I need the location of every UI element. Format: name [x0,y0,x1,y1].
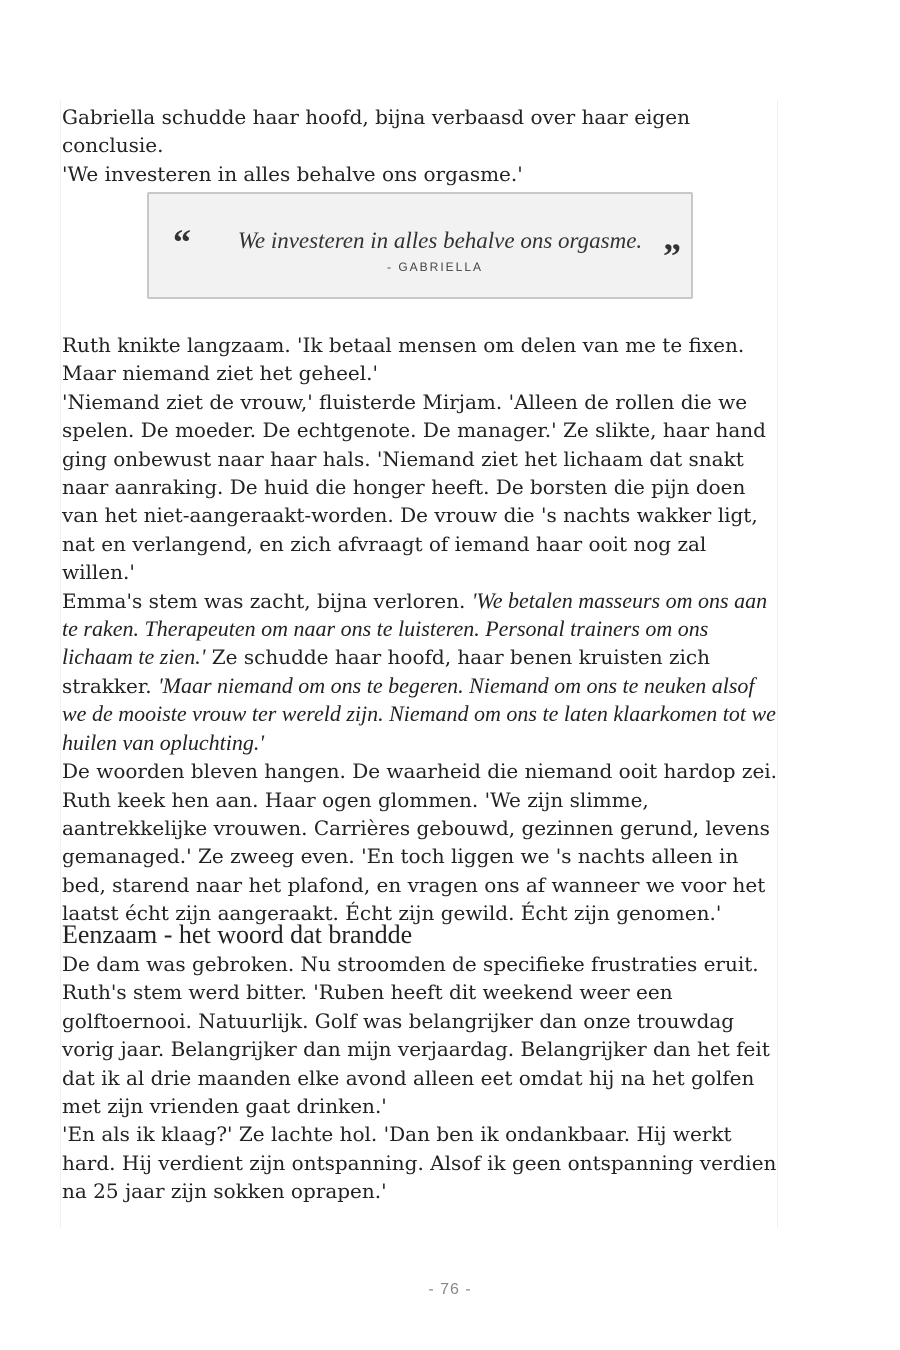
body-paragraph-3 [62,587,778,757]
pull-quote [147,192,693,299]
section-text [62,950,778,1206]
open-quote-icon: “ [173,222,191,262]
section-paragraph-2: Ruth's stem werd bitter. 'Ruben heeft dit weekend weer een golftoernooi. Natuurlijk. Golf was belangrijker dan onze trouwdag vorig jaar. Belangrijker dan mijn verjaardag. Belangrijker dan het feit dat ik al drie maanden elke avond alleen eet omdat hij na het golfen met zijn vrienden gaat drinken.' [62,980,770,1119]
intro-line-1: Gabriella schudde haar hoofd, bijna verbaasd over haar eigen conclusie. [62,105,690,158]
section-paragraph-3: 'En als ik klaag?' Ze lachte hol. 'Dan ben ik ondankbaar. Hij werkt hard. Hij verdient zijn ontspanning. Alsof ik geen ontspanning verdien na 25 jaar zijn sokken oprapen.' [62,1122,777,1204]
section-paragraph-1: De dam was gebroken. Nu stroomden de specifieke frustraties eruit. [62,952,759,976]
p3-text-a: Emma's stem was zacht, bijna verloren. [62,588,472,613]
pull-quote-text: We investeren in alles behalve ons orgasme. [237,228,643,253]
page-number: - 76 - [428,1281,472,1298]
intro-line-2: 'We investeren in alles behalve ons orgasme.' [62,161,523,186]
body-paragraph-1: Ruth knikte langzaam. 'Ik betaal mensen om delen van me te fixen. Maar niemand ziet het geheel.' [62,333,745,386]
intro-paragraph [62,103,778,188]
section-heading: Eenzaam - het woord dat brandde [62,920,413,949]
body-paragraph-5: Ruth keek hen aan. Haar ogen glommen. 'We zijn slimme, aantrekkelijke vrouwen. Carrières gebouwd, gezinnen gerund, levens gemanaged.' Ze zweeg even. 'En toch liggen we 's nachts alleen in bed, starend naar het plafond, en vragen ons af wanneer we voor het laatst écht zijn aangeraakt. Écht zijn gewild. Écht zijn genomen.' [62,787,770,926]
pull-quote-attribution: - GABRIELLA [386,260,484,274]
close-quote-icon: ” [663,236,681,276]
p3-italic-quote-1: 'We betalen masseurs om ons aan te raken. Therapeuten om naar ons te luisteren. Personal trainers om ons lichaam te zien.' [62,587,768,670]
body-paragraph-4: De woorden bleven hangen. De waarheid die niemand ooit hardop zei. [62,759,778,784]
body-paragraph-2: 'Niemand ziet de vrouw,' fluisterde Mirjam. 'Alleen de rollen die we spelen. De moeder. De echtgenote. De manager.' Ze slikte, haar hand ging onbewust naar haar hals. 'Niemand ziet het lichaam dat snakt naar aanraking. De huid die honger heeft. De borsten die pijn doen van het niet-aangeraakt-worden. De vrouw die 's nachts wakker ligt, nat en verlangend, en zich afvraagt of iemand haar ooit nog zal willen.' [62,389,766,585]
body-text [62,331,778,928]
p3-text-c: Ze schudde haar hoofd, haar benen kruisten zich strakker. [62,645,710,698]
p3-italic-quote-2: 'Maar niemand om ons te begeren. Niemand om ons te neuken alsof we de mooiste vrouw ter wereld zijn. Niemand om ons te laten klaarkomen tot we huilen van opluchting.' [62,672,776,755]
